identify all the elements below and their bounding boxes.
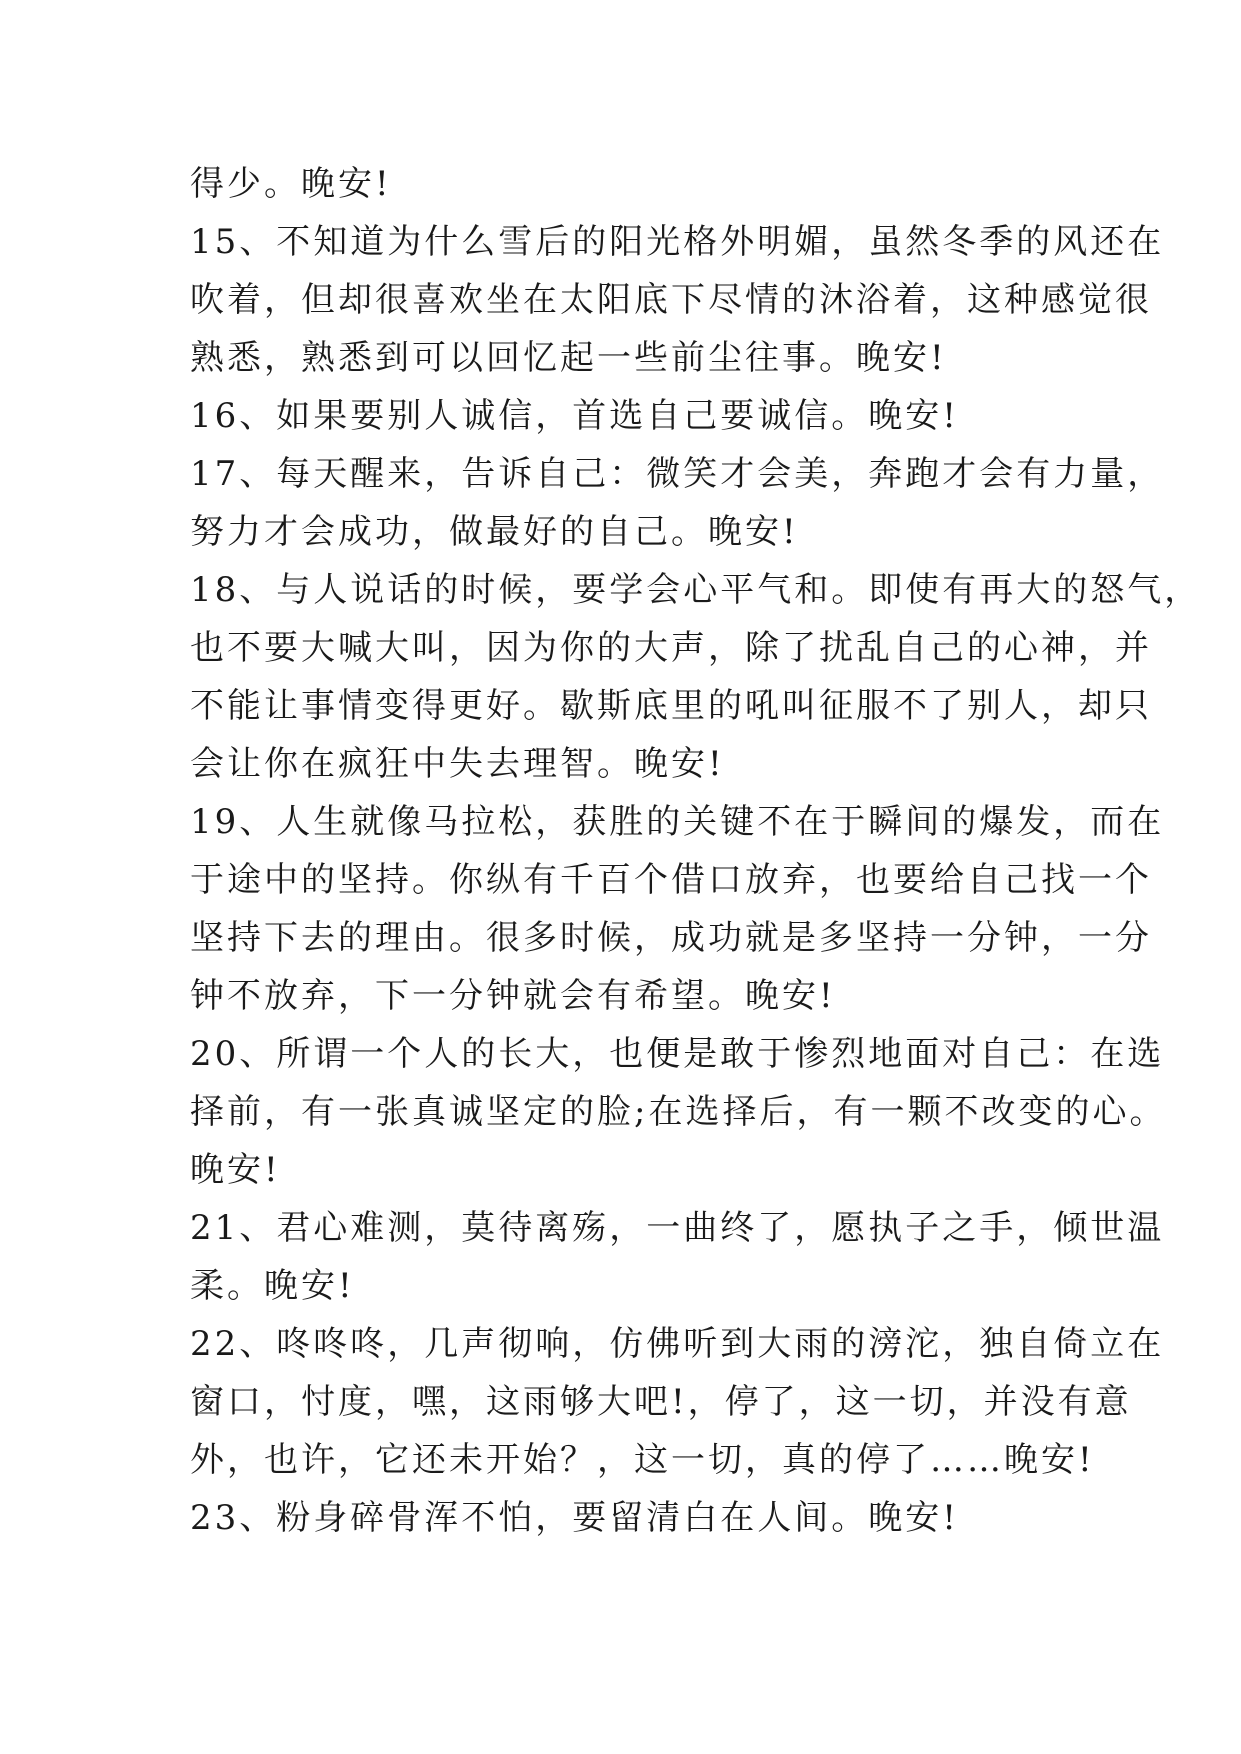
- text-line: 19、人生就像马拉松，获胜的关键不在于瞬间的爆发，而在: [190, 802, 1165, 842]
- text-line: 会让你在疯狂中失去理智。晚安!: [190, 744, 725, 784]
- text-line: 柔。晚安!: [190, 1266, 355, 1306]
- text-line: 不能让事情变得更好。歇斯底里的吼叫征服不了别人，却只: [190, 686, 1152, 726]
- text-line: 于途中的坚持。你纵有千百个借口放弃，也要给自己找一个: [190, 860, 1152, 900]
- text-line: 熟悉，熟悉到可以回忆起一些前尘往事。晚安!: [190, 338, 947, 378]
- text-line: 23、粉身碎骨浑不怕，要留清白在人间。晚安!: [190, 1498, 959, 1538]
- text-line: 窗口，忖度，嘿，这雨够大吧!，停了，这一切，并没有意: [190, 1382, 1132, 1422]
- text-line: 择前，有一张真诚坚定的脸;在选择后，有一颗不改变的心。: [190, 1092, 1167, 1132]
- text-line: 晚安!: [190, 1150, 281, 1190]
- text-line: 18、与人说话的时候，要学会心平气和。即使有再大的怒气，: [190, 570, 1202, 610]
- text-line: 钟不放弃，下一分钟就会有希望。晚安!: [190, 976, 836, 1016]
- text-line: 吹着，但却很喜欢坐在太阳底下尽情的沐浴着，这种感觉很: [190, 280, 1152, 320]
- text-line: 17、每天醒来，告诉自己：微笑才会美，奔跑才会有力量，: [190, 454, 1165, 494]
- text-line: 坚持下去的理由。很多时候，成功就是多坚持一分钟，一分: [190, 918, 1152, 958]
- text-line: 得少。晚安!: [190, 164, 392, 204]
- text-line: 16、如果要别人诚信，首选自己要诚信。晚安!: [190, 396, 959, 436]
- text-line: 21、君心难测，莫待离殇，一曲终了，愿执子之手，倾世温: [190, 1208, 1165, 1248]
- text-line: 20、所谓一个人的长大，也便是敢于惨烈地面对自己：在选: [190, 1034, 1165, 1074]
- text-line: 22、咚咚咚，几声彻响，仿佛听到大雨的滂沱，独自倚立在: [190, 1324, 1165, 1364]
- document-page: [190, 155, 1202, 1547]
- text-line: 外，也许，它还未开始？，这一切，真的停了……晚安!: [190, 1440, 1095, 1480]
- text-line: 也不要大喊大叫，因为你的大声，除了扰乱自己的心神，并: [190, 628, 1152, 668]
- text-line: 努力才会成功，做最好的自己。晚安!: [190, 512, 799, 552]
- text-line: 15、不知道为什么雪后的阳光格外明媚，虽然冬季的风还在: [190, 222, 1165, 262]
